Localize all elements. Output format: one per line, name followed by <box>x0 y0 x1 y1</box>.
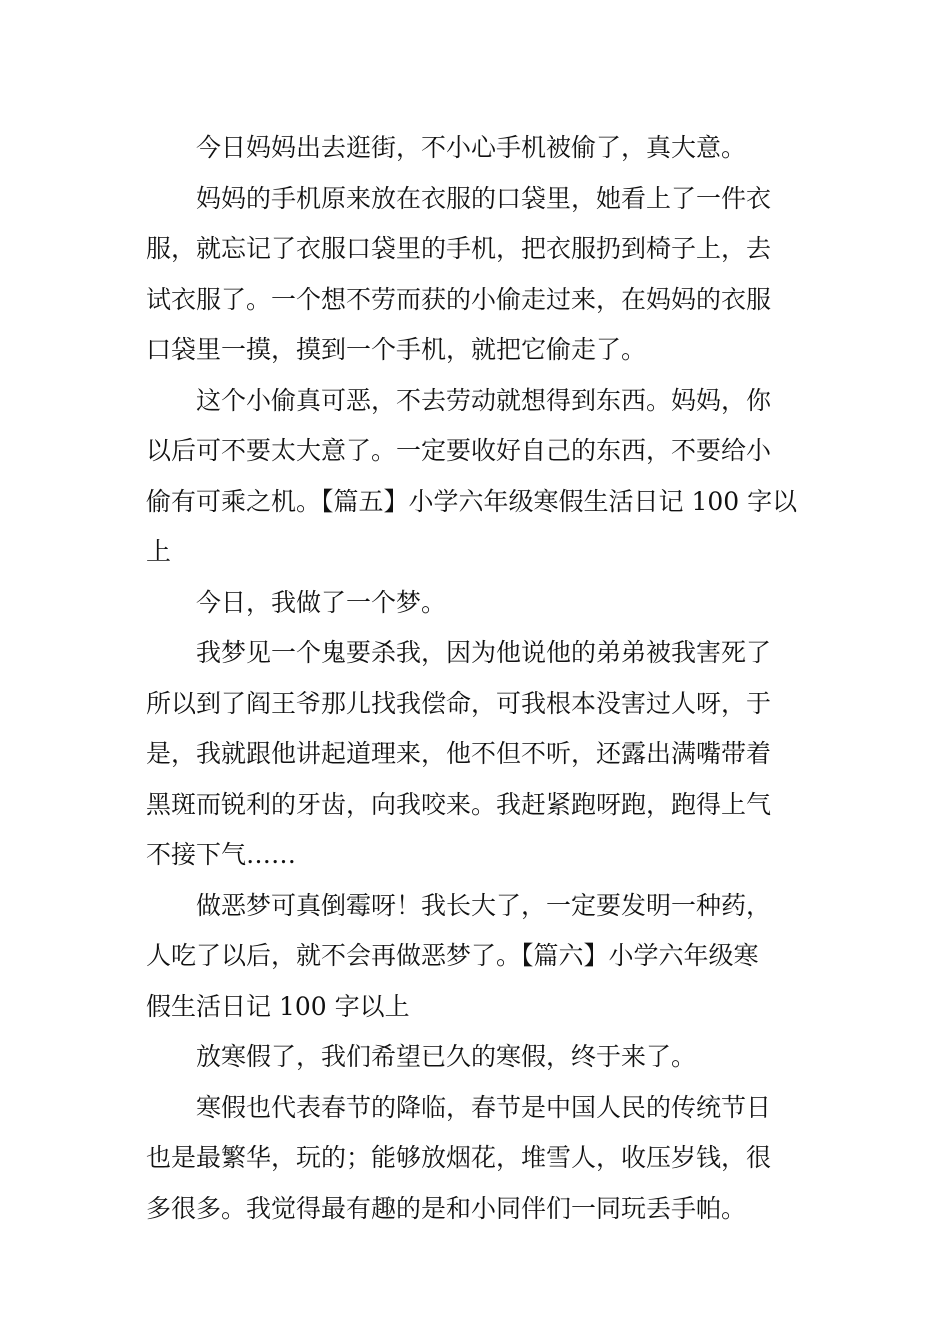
text-line: 假生活日记 100 字以上 <box>146 991 410 1021</box>
text-line: 以后可不要太大意了。一定要收好自己的东西，不要给小 <box>146 436 772 465</box>
paragraph-6 <box>146 881 806 1033</box>
text-line: 不接下气…… <box>146 840 297 869</box>
paragraph-8 <box>146 1083 806 1235</box>
text-line: 做恶梦可真倒霉呀！我长大了，一定要发明一种药， <box>196 890 772 920</box>
text-line: 多很多。我觉得最有趣的是和小同伴们一同玩丢手帕。 <box>146 1193 747 1223</box>
text-line: 这个小偷真可恶，不去劳动就想得到东西。妈妈，你 <box>196 385 772 415</box>
text-line: 我梦见一个鬼要杀我，因为他说他的弟弟被我害死了 <box>196 638 772 667</box>
text-line: 服，就忘记了衣服口袋里的手机，把衣服扔到椅子上，去 <box>146 234 772 263</box>
paragraph-1 <box>146 123 806 174</box>
text-line: 是，我就跟他讲起道理来，他不但不听，还露出满嘴带着 <box>146 739 772 768</box>
paragraph-3 <box>146 376 806 578</box>
body-text <box>146 123 806 1234</box>
text-line: 放寒假了，我们希望已久的寒假，终于来了。 <box>196 1042 697 1071</box>
paragraph-4 <box>146 578 806 629</box>
paragraph-7 <box>146 1032 806 1083</box>
text-line: 黑斑而锐利的牙齿，向我咬来。我赶紧跑呀跑，跑得上气 <box>146 789 772 819</box>
text-line: 上 <box>146 537 172 566</box>
text-line: 今日妈妈出去逛街，不小心手机被偷了，真大意。 <box>196 133 747 162</box>
paragraph-2 <box>146 174 806 376</box>
text-line: 所以到了阎王爷那儿找我偿命，可我根本没害过人呀，于 <box>146 688 772 718</box>
text-line: 口袋里一摸，摸到一个手机，就把它偷走了。 <box>146 335 647 364</box>
paragraph-5 <box>146 628 806 881</box>
text-line: 试衣服了。一个想不劳而获的小偷走过来，在妈妈的衣服 <box>146 284 772 314</box>
text-line: 妈妈的手机原来放在衣服的口袋里，她看上了一件衣 <box>196 183 772 213</box>
text-line: 寒假也代表春节的降临，春节是中国人民的传统节日 <box>196 1092 772 1122</box>
text-line: 今日，我做了一个梦。 <box>196 587 447 617</box>
text-line: 偷有可乘之机。【篇五】小学六年级寒假生活日记 100 字以 <box>146 486 798 516</box>
text-line: 人吃了以后，就不会再做恶梦了。【篇六】小学六年级寒 <box>146 941 759 970</box>
text-line: 也是最繁华，玩的；能够放烟花，堆雪人，收压岁钱，很 <box>146 1143 772 1172</box>
